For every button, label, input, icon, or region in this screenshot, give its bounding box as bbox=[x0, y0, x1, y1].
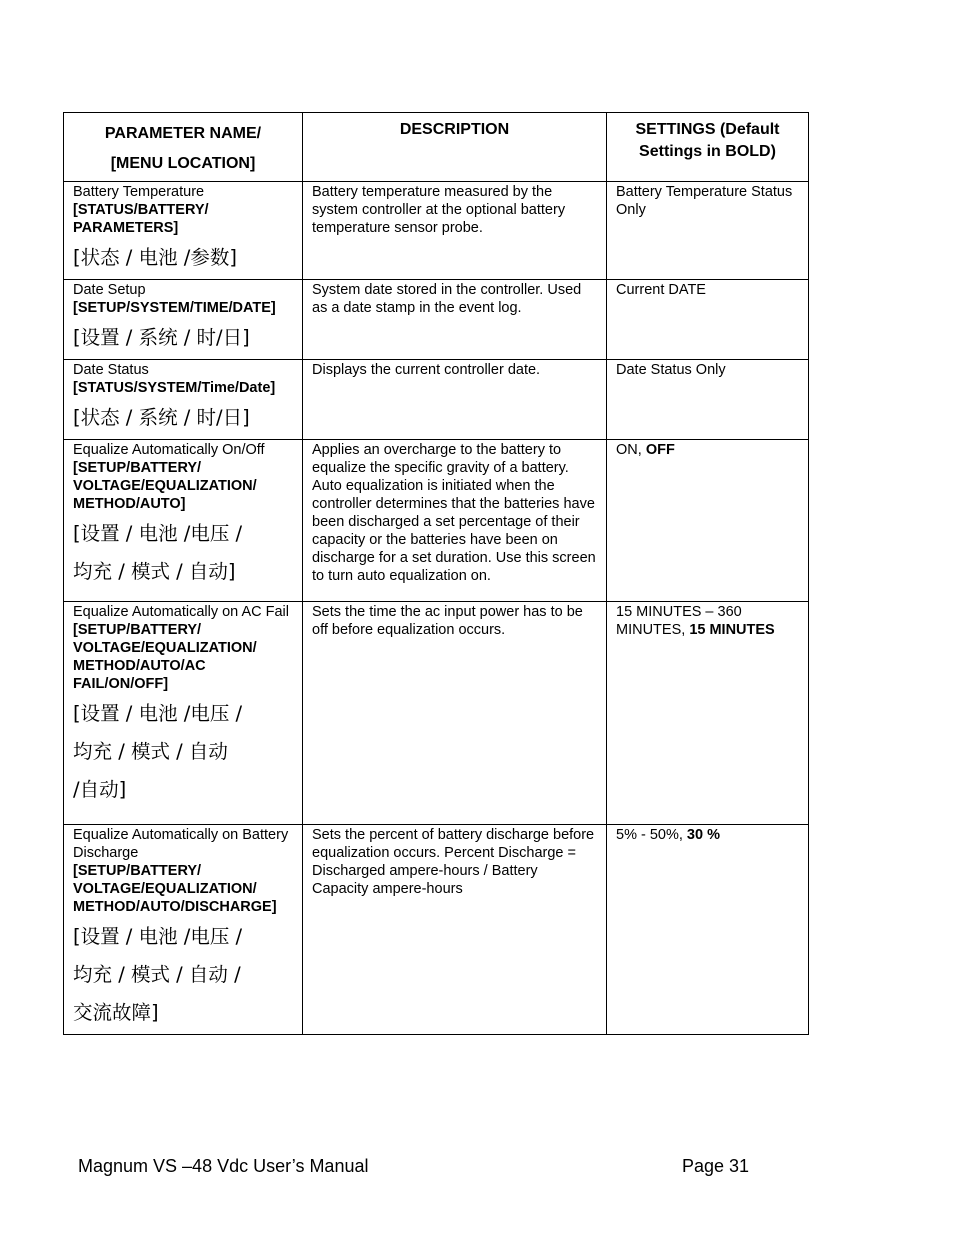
settings-cell bbox=[607, 182, 809, 280]
description-cell: Battery temperature measured by the system controller at the optional battery temperature sensor probe. bbox=[303, 182, 607, 280]
header-settings: SETTINGS (Default Settings in BOLD) bbox=[607, 113, 809, 182]
menu-location: FAIL/ON/OFF] bbox=[73, 676, 169, 692]
table-row bbox=[64, 280, 809, 360]
settings-value: ON, bbox=[616, 442, 646, 458]
menu-location-cjk: [设置 / 电池 /电压 / bbox=[73, 522, 243, 545]
menu-location: [SETUP/BATTERY/ bbox=[73, 863, 202, 879]
parameter-cell bbox=[64, 825, 303, 1035]
parameter-name: Equalize Automatically on Battery Discharge bbox=[73, 827, 289, 861]
settings-default: 15 MINUTES bbox=[689, 622, 775, 638]
menu-location-cjk: [设置 / 电池 /电压 / bbox=[73, 702, 243, 725]
menu-location-cjk: /自动] bbox=[73, 778, 127, 801]
settings-value: 15 MINUTES – 360 MINUTES, bbox=[616, 604, 742, 638]
description-cell: Applies an overcharge to the battery to equalize the specific gravity of a battery. Auto equalization is initiated when the controller determines that the batteries have been discharged a set percentage of their capacity or the batteries have been on discharge for a set duration. Use this screen to turn auto equalization on. bbox=[303, 440, 607, 602]
parameter-cell bbox=[64, 440, 303, 602]
settings-cell bbox=[607, 440, 809, 602]
footer-page-number: Page 31 bbox=[682, 1156, 750, 1176]
parameter-name: Date Status bbox=[73, 362, 149, 378]
parameter-cell bbox=[64, 360, 303, 440]
menu-location: [SETUP/SYSTEM/TIME/DATE] bbox=[73, 300, 276, 316]
menu-location: METHOD/AUTO] bbox=[73, 496, 186, 512]
menu-location-cjk: [设置 / 系统 / 时/日] bbox=[73, 326, 250, 349]
menu-location: [SETUP/BATTERY/ bbox=[73, 622, 202, 638]
settings-cell bbox=[607, 602, 809, 825]
header-parameter-line2: [MENU LOCATION] bbox=[110, 155, 256, 172]
table-row bbox=[64, 440, 809, 602]
table-row bbox=[64, 602, 809, 825]
parameter-name: Equalize Automatically on AC Fail bbox=[73, 604, 289, 620]
menu-location: [STATUS/SYSTEM/Time/Date] bbox=[73, 380, 276, 396]
settings-cell bbox=[607, 280, 809, 360]
menu-location-cjk: 均充 / 模式 / 自动] bbox=[73, 560, 236, 583]
description-cell: Sets the percent of battery discharge before equalization occurs. Percent Discharge = Discharged ampere-hours / Battery Capacity ampere-hours bbox=[303, 825, 607, 1035]
header-row bbox=[64, 113, 809, 182]
settings-cell bbox=[607, 360, 809, 440]
table-row bbox=[64, 825, 809, 1035]
settings-default: 30 % bbox=[686, 827, 720, 843]
header-parameter-line1: PARAMETER NAME/ bbox=[104, 125, 262, 142]
parameter-name: Battery Temperature bbox=[73, 184, 205, 200]
parameter-name: Equalize Automatically On/Off bbox=[73, 442, 265, 458]
menu-location: [SETUP/BATTERY/ bbox=[73, 460, 202, 476]
menu-location-cjk: [状态 / 电池 /参数] bbox=[73, 246, 237, 269]
settings-value: Battery Temperature Status Only bbox=[616, 184, 793, 218]
menu-location: METHOD/AUTO/DISCHARGE] bbox=[73, 899, 277, 915]
table-row bbox=[64, 182, 809, 280]
settings-value: 5% - 50%, bbox=[616, 827, 687, 843]
menu-location-cjk: 均充 / 模式 / 自动 / bbox=[73, 963, 241, 986]
footer-manual-title: Magnum VS –48 Vdc User’s Manual bbox=[78, 1156, 369, 1176]
menu-location: VOLTAGE/EQUALIZATION/ bbox=[73, 881, 257, 897]
settings-value: Current DATE bbox=[616, 282, 706, 298]
table-row bbox=[64, 360, 809, 440]
settings-default: OFF bbox=[645, 442, 675, 458]
description-cell: Sets the time the ac input power has to be off before equalization occurs. bbox=[303, 602, 607, 825]
menu-location: VOLTAGE/EQUALIZATION/ bbox=[73, 640, 257, 656]
menu-location-cjk: 均充 / 模式 / 自动 bbox=[73, 740, 228, 763]
menu-location-cjk: 交流故障] bbox=[73, 1001, 159, 1024]
description-cell: Displays the current controller date. bbox=[303, 360, 607, 440]
header-description: DESCRIPTION bbox=[303, 113, 607, 182]
menu-location-cjk: [设置 / 电池 /电压 / bbox=[73, 925, 243, 948]
menu-location: PARAMETERS] bbox=[73, 220, 179, 236]
settings-value: Date Status Only bbox=[616, 362, 726, 378]
menu-location: METHOD/AUTO/AC bbox=[73, 658, 206, 674]
parameter-cell bbox=[64, 280, 303, 360]
menu-location: [STATUS/BATTERY/ bbox=[73, 202, 209, 218]
parameter-name: Date Setup bbox=[73, 282, 146, 298]
parameter-cell bbox=[64, 182, 303, 280]
header-parameter-name bbox=[64, 113, 303, 182]
menu-location: VOLTAGE/EQUALIZATION/ bbox=[73, 478, 257, 494]
settings-cell bbox=[607, 825, 809, 1035]
parameter-cell bbox=[64, 602, 303, 825]
menu-location-cjk: [状态 / 系统 / 时/日] bbox=[73, 406, 250, 429]
description-cell: System date stored in the controller. Used as a date stamp in the event log. bbox=[303, 280, 607, 360]
parameter-table bbox=[63, 112, 809, 1035]
